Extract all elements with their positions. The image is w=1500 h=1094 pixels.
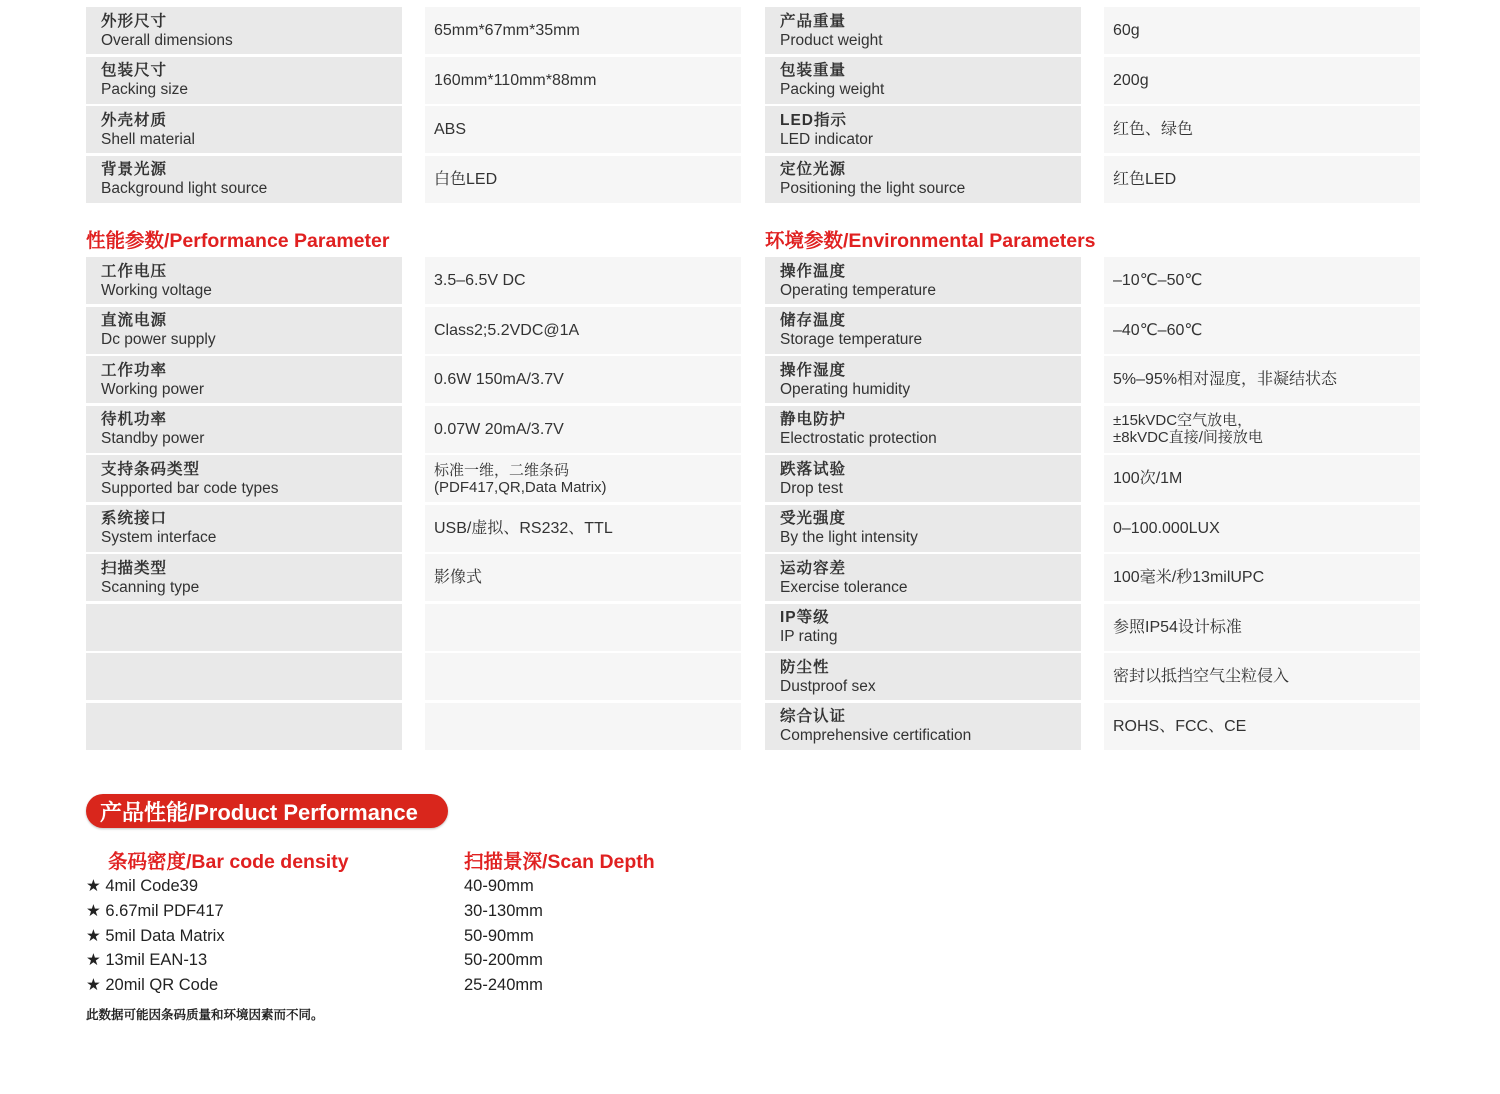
table-row	[86, 554, 741, 601]
param-label	[86, 554, 402, 601]
density-item: ★ 6.67mil PDF417	[86, 901, 224, 920]
param-value	[1104, 604, 1420, 651]
param-value-line: 100毫米/秒13milUPC	[1113, 569, 1265, 586]
param-label-en: IP rating	[780, 628, 838, 645]
param-label	[86, 106, 402, 153]
param-label-en: LED indicator	[780, 130, 874, 148]
param-label-cn: 扫描类型	[101, 559, 168, 577]
param-label	[765, 406, 1081, 453]
param-label-en: Working power	[101, 380, 205, 398]
param-label	[86, 455, 402, 502]
param-value-line: 160mm*110mm*88mm	[434, 71, 597, 89]
param-value	[425, 156, 741, 203]
table-row	[86, 257, 741, 304]
table-row	[86, 703, 741, 750]
param-value	[425, 604, 741, 651]
param-label-cn: 跌落试验	[780, 460, 847, 478]
param-label-cn: 储存温度	[780, 312, 847, 329]
param-label-cn: 工作功率	[101, 361, 168, 379]
spec-table-left	[86, 7, 741, 205]
param-label	[86, 604, 402, 651]
footnote: 此数据可能因条码质量和环境因素而不同。	[86, 1008, 324, 1022]
param-label-en: Storage temperature	[780, 331, 923, 348]
param-value-line: 参照IP54设计标准	[1113, 618, 1242, 636]
param-value-line: 红色、绿色	[1113, 121, 1194, 138]
param-value-line: ±8kVDC直接/间接放电	[1113, 429, 1263, 446]
param-label-cn: 受光强度	[780, 510, 847, 527]
table-row	[765, 505, 1420, 552]
param-label-cn: 外壳材质	[101, 111, 168, 129]
environmental-table	[765, 257, 1420, 752]
param-label-cn: 操作湿度	[780, 361, 847, 379]
param-value-line: 0.6W 150mA/3.7V	[434, 371, 564, 388]
param-label-cn: 外形尺寸	[101, 12, 168, 30]
param-value	[425, 307, 741, 354]
param-label-en: System interface	[101, 529, 217, 546]
table-row	[765, 7, 1420, 54]
param-value-line: ABS	[434, 121, 467, 138]
param-value	[425, 505, 741, 552]
param-label-en: By the light intensity	[780, 529, 918, 546]
param-label	[765, 653, 1081, 700]
param-label-en: Standby power	[101, 430, 205, 447]
param-value	[1104, 356, 1420, 403]
scan-depth-header: 扫描景深/Scan Depth	[464, 851, 655, 873]
param-label	[765, 505, 1081, 552]
table-row	[765, 703, 1420, 750]
param-label-cn: 运动容差	[780, 559, 847, 577]
table-row	[765, 554, 1420, 601]
density-item: ★ 5mil Data Matrix	[86, 926, 225, 945]
param-value-line: 200g	[1113, 71, 1149, 89]
param-label-en: Scanning type	[101, 578, 200, 596]
param-label	[86, 7, 402, 54]
param-label	[86, 703, 402, 750]
param-value	[425, 257, 741, 304]
environmental-title: 环境参数/Environmental Parameters	[765, 230, 1096, 252]
param-value-line: 100次/1M	[1113, 470, 1183, 487]
table-row	[765, 406, 1420, 453]
table-row	[86, 406, 741, 453]
product-performance-title: 产品性能/Product Performance	[86, 794, 448, 828]
depth-item: 50-200mm	[464, 951, 543, 970]
param-label	[765, 604, 1081, 651]
param-label-cn: LED指示	[780, 111, 848, 129]
param-label	[86, 653, 402, 700]
param-label	[86, 156, 402, 203]
param-label-cn: IP等级	[780, 609, 830, 626]
density-item: ★ 13mil EAN-13	[86, 951, 208, 970]
param-label	[765, 7, 1081, 54]
param-label-cn: 防尘性	[780, 658, 830, 676]
param-value-line: ROHS、FCC、CE	[1113, 717, 1247, 735]
param-label-cn: 产品重量	[780, 12, 847, 30]
param-label	[765, 106, 1081, 153]
param-label	[86, 257, 402, 304]
param-label-en: Exercise tolerance	[780, 578, 908, 596]
param-value	[425, 57, 741, 104]
table-row	[765, 604, 1420, 651]
param-value-line: –10℃–50℃	[1113, 272, 1203, 289]
param-label-en: Shell material	[101, 130, 195, 148]
param-value-line: 白色LED	[434, 170, 498, 188]
param-label-en: Packing size	[101, 81, 189, 98]
param-label-cn: 定位光源	[780, 161, 847, 178]
param-value	[425, 554, 741, 601]
table-row	[86, 653, 741, 700]
table-row	[86, 106, 741, 153]
param-label	[765, 703, 1081, 750]
param-label-cn: 支持条码类型	[101, 460, 201, 478]
param-label	[765, 257, 1081, 304]
param-value	[1104, 106, 1420, 153]
param-value	[1104, 703, 1420, 750]
param-label-en: Product weight	[780, 31, 883, 49]
param-value-line: 密封以抵挡空气尘粒侵入	[1113, 668, 1290, 685]
table-row	[765, 307, 1420, 354]
param-label-cn: 操作温度	[780, 262, 847, 280]
param-label-cn: 背景光源	[101, 161, 168, 178]
param-label-en: Electrostatic protection	[780, 430, 937, 447]
table-row	[765, 356, 1420, 403]
performance-table	[86, 257, 741, 752]
table-row	[86, 455, 741, 502]
performance-title: 性能参数/Performance Parameter	[86, 230, 390, 252]
table-row	[86, 307, 741, 354]
param-value	[425, 7, 741, 54]
param-label-en: Packing weight	[780, 81, 885, 98]
param-label-en: Dc power supply	[101, 331, 216, 348]
param-label	[765, 57, 1081, 104]
table-row	[765, 455, 1420, 502]
bar-code-density-header: 条码密度/Bar code density	[108, 851, 349, 873]
param-label-en: Positioning the light source	[780, 180, 966, 197]
param-value	[1104, 257, 1420, 304]
param-label-en: Dustproof sex	[780, 677, 876, 695]
table-row	[86, 356, 741, 403]
param-value-line: 红色LED	[1113, 170, 1177, 188]
spec-table-right	[765, 7, 1420, 205]
table-row	[86, 57, 741, 104]
table-row	[765, 106, 1420, 153]
param-value-line: USB/虚拟、RS232、TTL	[434, 519, 613, 537]
param-value-line: 60g	[1113, 22, 1140, 39]
depth-item: 30-130mm	[464, 901, 543, 920]
table-row	[765, 57, 1420, 104]
param-label-cn: 包装尺寸	[101, 62, 168, 79]
param-label	[86, 356, 402, 403]
param-value	[425, 455, 741, 502]
param-value	[1104, 653, 1420, 700]
table-row	[86, 7, 741, 54]
density-item: ★ 20mil QR Code	[86, 976, 219, 995]
param-value-line: (PDF417,QR,Data Matrix)	[434, 478, 607, 496]
param-label-en: Operating temperature	[780, 281, 936, 299]
depth-item: 40-90mm	[464, 877, 534, 895]
param-label-cn: 静电防护	[780, 411, 847, 428]
table-row	[765, 653, 1420, 700]
param-value	[1104, 554, 1420, 601]
param-label	[86, 57, 402, 104]
param-value	[425, 406, 741, 453]
param-label-cn: 系统接口	[101, 510, 168, 527]
param-value	[425, 356, 741, 403]
param-label-cn: 包装重量	[780, 62, 847, 79]
param-value	[1104, 406, 1420, 453]
param-value	[1104, 455, 1420, 502]
param-label	[765, 554, 1081, 601]
param-value	[1104, 156, 1420, 203]
density-item: ★ 4mil Code39	[86, 877, 199, 895]
table-row	[86, 604, 741, 651]
param-label-en: Background light source	[101, 180, 268, 197]
depth-item: 50-90mm	[464, 926, 534, 945]
param-value-line: 标准一维，二维条码	[434, 461, 570, 479]
table-row	[86, 505, 741, 552]
param-value	[425, 106, 741, 153]
param-label-en: Operating humidity	[780, 380, 911, 398]
param-value-line: –40℃–60℃	[1113, 321, 1203, 339]
param-label	[765, 307, 1081, 354]
param-label-en: Comprehensive certification	[780, 727, 972, 744]
param-label	[86, 505, 402, 552]
param-value	[425, 703, 741, 750]
param-label-en: Overall dimensions	[101, 31, 233, 49]
param-value-line: ±15kVDC空气放电，	[1113, 412, 1253, 429]
param-label-en: Working voltage	[101, 281, 212, 299]
param-label	[765, 156, 1081, 203]
param-label	[86, 307, 402, 354]
param-value-line: 影像式	[434, 569, 483, 586]
param-value-line: 0.07W 20mA/3.7V	[434, 420, 564, 438]
param-label-cn: 综合认证	[780, 708, 847, 725]
depth-item: 25-240mm	[464, 976, 543, 995]
density-list	[86, 874, 225, 998]
param-value-line: Class2;5.2VDC@1A	[434, 321, 580, 339]
table-row	[765, 257, 1420, 304]
param-value	[1104, 57, 1420, 104]
param-label	[765, 455, 1081, 502]
param-value	[1104, 7, 1420, 54]
param-value-line: 3.5–6.5V DC	[434, 272, 526, 289]
depth-list	[464, 874, 543, 998]
param-value-line: 5%–95%相对湿度，非凝结状态	[1113, 371, 1338, 388]
param-value	[1104, 307, 1420, 354]
param-label-en: Supported bar code types	[101, 479, 279, 497]
param-value	[1104, 505, 1420, 552]
param-label-cn: 工作电压	[101, 262, 168, 280]
param-label	[765, 356, 1081, 403]
param-label	[86, 406, 402, 453]
table-row	[765, 156, 1420, 203]
param-label-cn: 待机功率	[101, 411, 168, 428]
table-row	[86, 156, 741, 203]
param-value	[425, 653, 741, 700]
param-label-en: Drop test	[780, 479, 843, 497]
param-label-cn: 直流电源	[101, 312, 168, 329]
param-value-line: 65mm*67mm*35mm	[434, 22, 580, 39]
param-value-line: 0–100.000LUX	[1113, 519, 1220, 537]
